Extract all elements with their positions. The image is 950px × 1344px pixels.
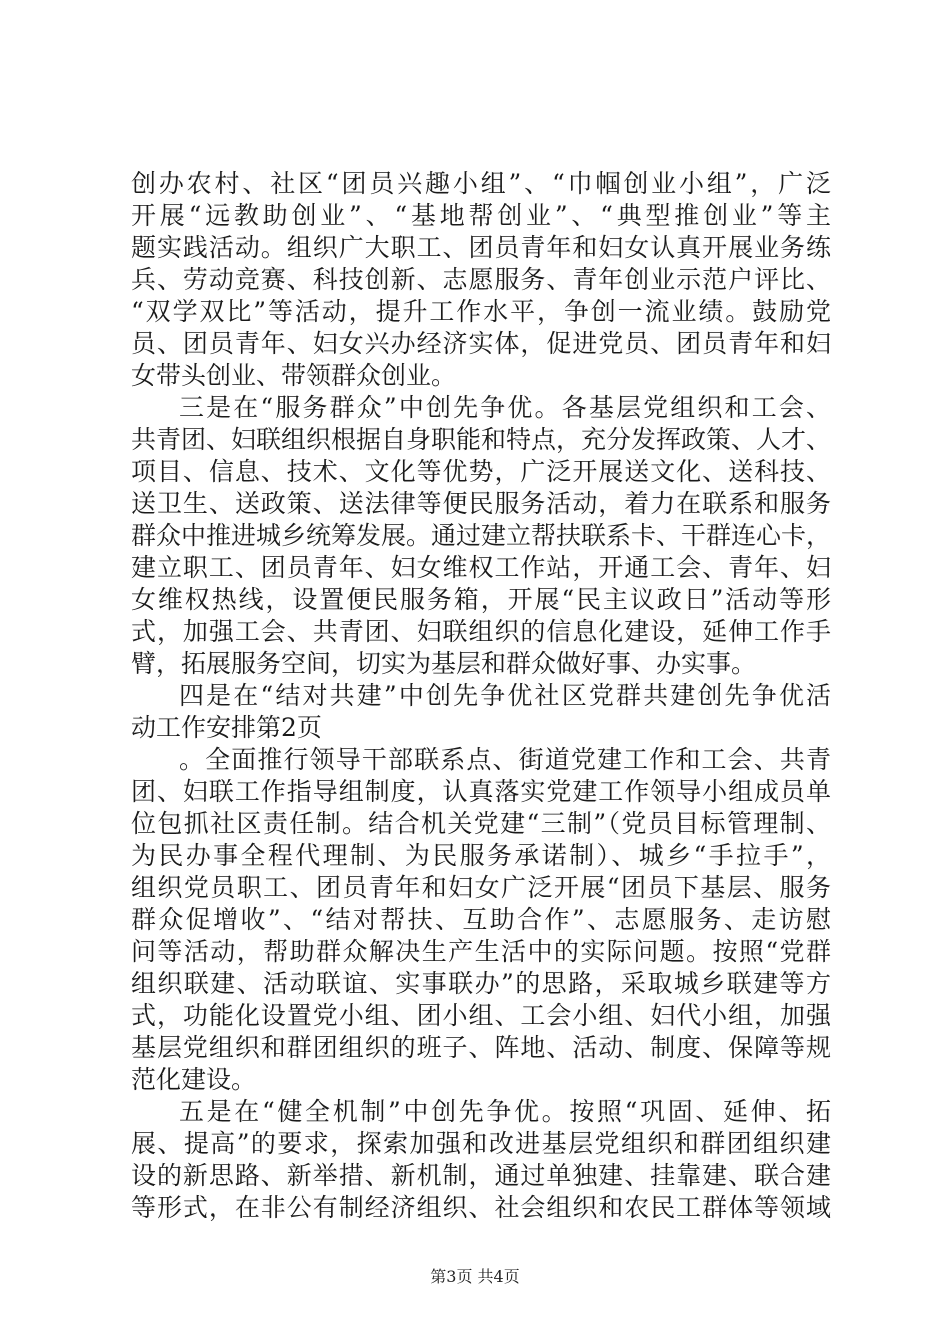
paragraph-start-line: 四是在“结对共建”中创先争优社区党群共建创先争优活 [179, 681, 831, 710]
text-line: 动工作安排第2页 [131, 713, 322, 742]
text-line: 范化建设。 [131, 1065, 257, 1094]
text-line: 等形式，在非公有制经济组织、社会组织和农民工群体等领域 [131, 1193, 831, 1222]
text-line: 问等活动，帮助群众解决生产生活中的实际问题。按照“党群 [131, 937, 831, 966]
text-line: 兵、劳动竞赛、科技创新、志愿服务、青年创业示范户评比、 [131, 265, 831, 294]
paragraph-start-line: 。全面推行领导干部联系点、街道党建工作和工会、共青 [179, 745, 831, 774]
text-line: 为民办事全程代理制、为民服务承诺制）、城乡“手拉手”， [131, 841, 831, 870]
text-line: 基层党组织和群团组织的班子、阵地、活动、制度、保障等规 [131, 1033, 831, 1062]
text-line: 臂，拓展服务空间，切实为基层和群众做好事、办实事。 [131, 649, 757, 678]
text-line: 开展“远教助创业”、“基地帮创业”、“典型推创业”等主 [131, 201, 831, 230]
document-body [131, 168, 831, 1224]
text-line: 共青团、妇联组织根据自身职能和特点，充分发挥政策、人才、 [131, 425, 832, 454]
text-line: 群众中推进城乡统筹发展。通过建立帮扶联系卡、干群连心卡， [131, 521, 832, 550]
text-line: 展、提高”的要求，探索加强和改进基层党组织和群团组织建 [131, 1129, 831, 1158]
page-number-label: 第3页 共4页 [430, 1267, 520, 1286]
text-line: 团、妇联工作指导组制度，认真落实党建工作领导小组成员单 [131, 777, 831, 806]
text-line: 题实践活动。组织广大职工、团员青年和妇女认真开展业务练 [131, 233, 831, 262]
text-line: 群众促增收”、“结对帮扶、互助合作”、志愿服务、走访慰 [131, 905, 831, 934]
paragraph-start-line: 五是在“健全机制”中创先争优。按照“巩固、延伸、拓 [179, 1097, 831, 1126]
text-line: “双学双比”等活动，提升工作水平，争创一流业绩。鼓励党 [131, 297, 831, 326]
text-line: 组织党员职工、团员青年和妇女广泛开展“团员下基层、服务 [131, 873, 831, 902]
text-line: 女带头创业、带领群众创业。 [131, 361, 457, 390]
text-line: 员、团员青年、妇女兴办经济实体，促进党员、团员青年和妇 [131, 329, 831, 358]
text-line: 创办农村、社区“团员兴趣小组”、“巾帼创业小组”，广泛 [131, 169, 831, 198]
text-line: 组织联建、活动联谊、实事联办”的思路，采取城乡联建等方 [131, 969, 831, 998]
paragraph-start-line: 三是在“服务群众”中创先争优。各基层党组织和工会、 [179, 393, 831, 422]
text-line: 式，加强工会、共青团、妇联组织的信息化建设，延伸工作手 [131, 617, 831, 646]
text-line: 设的新思路、新举措、新机制，通过单独建、挂靠建、联合建 [131, 1161, 831, 1190]
text-line: 位包抓社区责任制。结合机关党建“三制”（党员目标管理制、 [131, 809, 831, 838]
text-line: 式，功能化设置党小组、团小组、工会小组、妇代小组，加强 [131, 1001, 831, 1030]
text-line: 建立职工、团员青年、妇女维权工作站，开通工会、青年、妇 [131, 553, 831, 582]
text-line: 送卫生、送政策、送法律等便民服务活动，着力在联系和服务 [131, 489, 831, 518]
page-footer [0, 1265, 950, 1289]
text-line: 项目、信息、技术、文化等优势，广泛开展送文化、送科技、 [131, 457, 831, 486]
text-line: 女维权热线，设置便民服务箱，开展“民主议政日”活动等形 [131, 585, 831, 614]
